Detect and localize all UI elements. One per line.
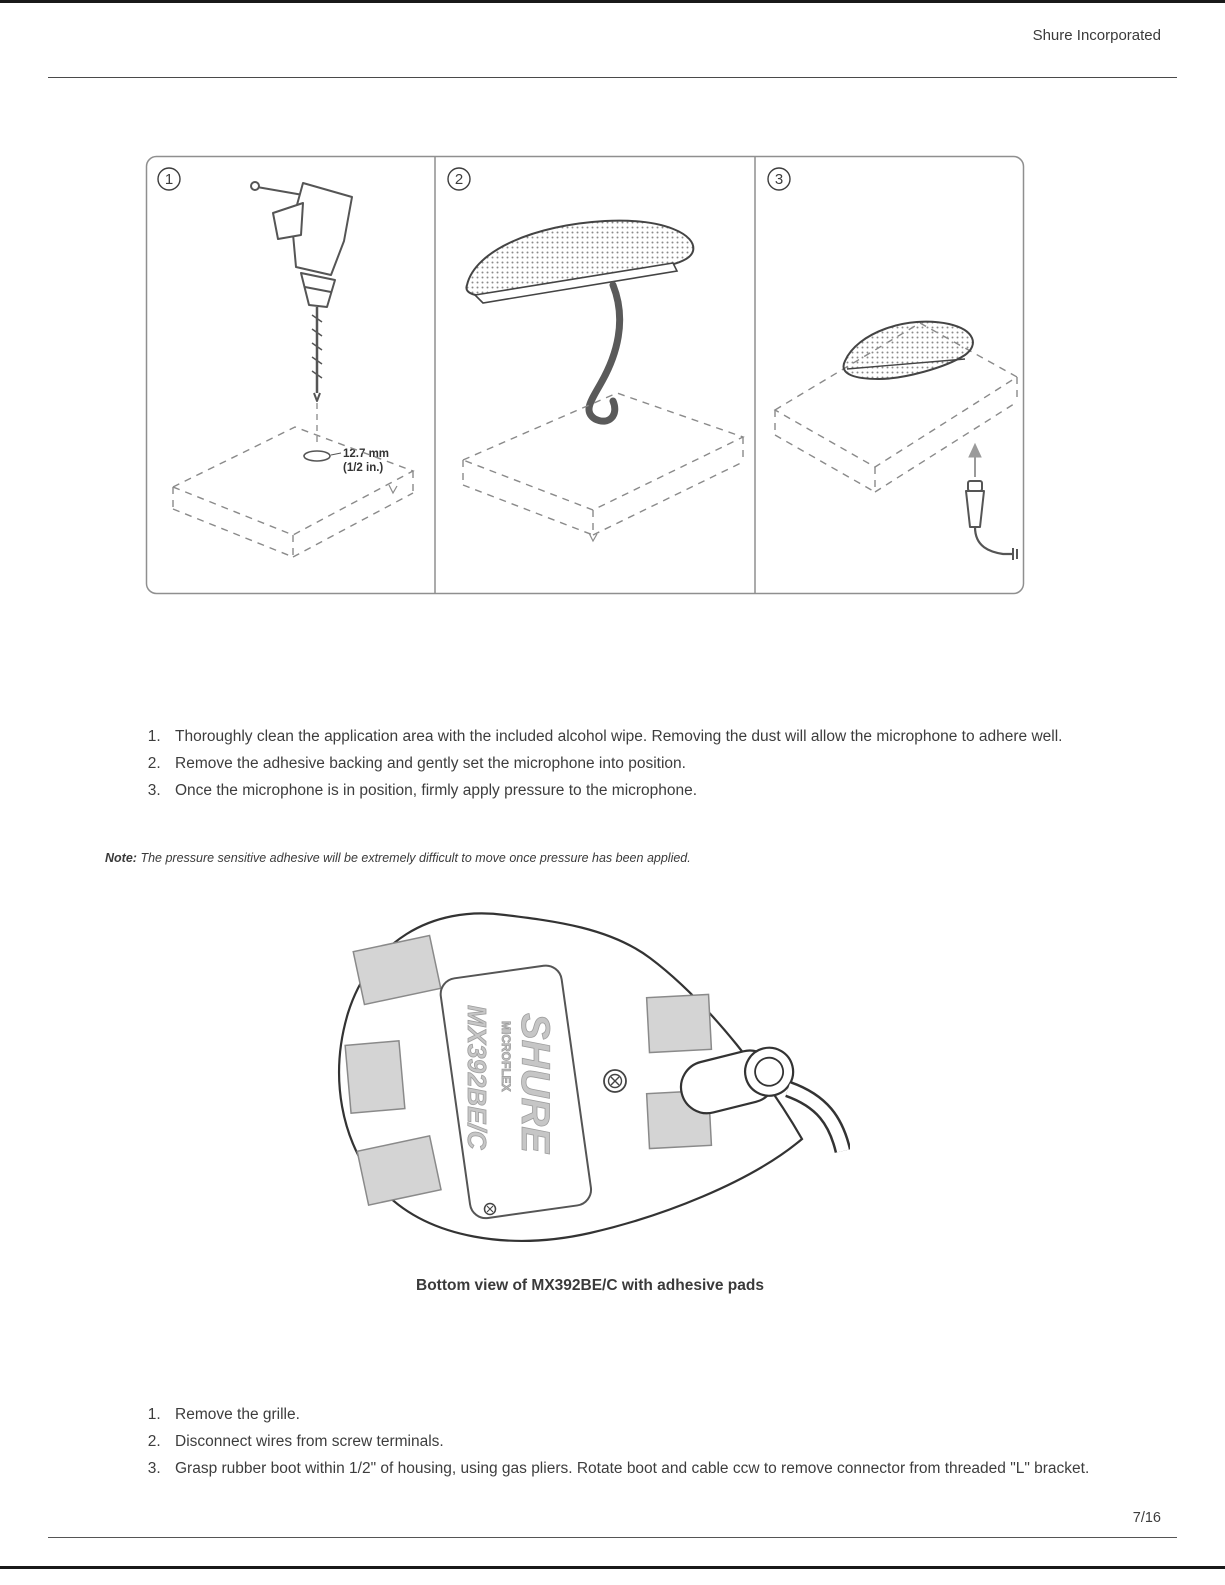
boundary-microphone-icon xyxy=(466,221,693,422)
step-2-badge xyxy=(448,168,470,190)
installation-steps-illustration xyxy=(145,155,1025,595)
bottom-border-bar xyxy=(0,1566,1225,1569)
model-text: MX392BE/C xyxy=(462,1005,492,1150)
installation-steps-figure xyxy=(145,155,1025,595)
svg-text:1: 1 xyxy=(164,171,174,188)
mounted-microphone-icon xyxy=(844,322,973,379)
bottom-view-illustration xyxy=(330,903,850,1248)
surface-outline-panel1 xyxy=(173,427,413,557)
insert-arrow-icon xyxy=(969,444,981,477)
surface-outline-panel2 xyxy=(463,393,743,535)
top-border-bar xyxy=(0,0,1225,3)
svg-text:(1/2 in.): (1/2 in.) xyxy=(343,462,384,474)
svg-text:12.7 mm: 12.7 mm xyxy=(343,448,390,460)
center-screw-icon xyxy=(604,1070,626,1092)
instruction-item: 1. Remove the grille. xyxy=(165,1402,1112,1428)
step-3-badge xyxy=(768,168,790,190)
instruction-item: 3. Grasp rubber boot within 1/2" of housing, using gas pliers. Rotate boot and cable ccw to remove connector from threaded "L" bracket. xyxy=(165,1456,1112,1482)
header-company-name: Shure Incorporated xyxy=(1032,27,1161,44)
drill-icon xyxy=(251,182,352,401)
drill-guide-line xyxy=(304,403,341,461)
brand-text: SHURE xyxy=(513,1013,557,1154)
small-screw-icon xyxy=(485,1204,496,1215)
note-paragraph xyxy=(105,851,1105,865)
instruction-item: 3. Once the microphone is in position, firmly apply pressure to the microphone. xyxy=(165,778,1097,804)
gooseneck-cable xyxy=(589,285,620,421)
step-1-badge xyxy=(158,168,180,190)
figure-caption: Bottom view of MX392BE/C with adhesive pads xyxy=(416,1277,764,1294)
series-text: MICROFLEX xyxy=(499,1021,513,1092)
adhesive-pad xyxy=(345,1041,405,1113)
disassembly-instructions-list xyxy=(137,1402,1112,1483)
note-label: Note: xyxy=(105,851,137,865)
surface-tick-panel1 xyxy=(389,485,397,493)
footer-divider xyxy=(48,1537,1177,1538)
header-divider xyxy=(48,77,1177,78)
xlr-connector-icon xyxy=(966,481,1017,560)
adhesive-instructions-list xyxy=(137,724,1097,805)
adhesive-pad xyxy=(647,994,712,1052)
svg-text:2: 2 xyxy=(454,171,464,188)
page-number: 7/16 xyxy=(1132,1510,1161,1526)
instruction-item: 1. Thoroughly clean the application area with the included alcohol wipe. Removing the dust will allow the microphone to adhere well. xyxy=(165,724,1097,750)
bottom-view-figure xyxy=(330,903,850,1295)
hole-dimension-label xyxy=(343,448,389,474)
instruction-item: 2. Disconnect wires from screw terminals. xyxy=(165,1429,1112,1455)
note-text: The pressure sensitive adhesive will be extremely difficult to move once pressure has been applied. xyxy=(140,851,691,865)
svg-text:3: 3 xyxy=(774,171,784,188)
instruction-item: 2. Remove the adhesive backing and gently set the microphone into position. xyxy=(165,751,1097,777)
